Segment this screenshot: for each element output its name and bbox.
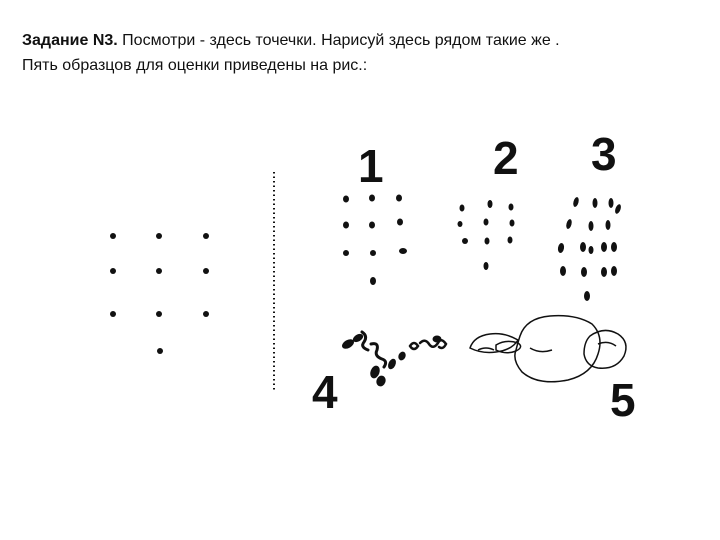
scribble-blob — [398, 351, 407, 361]
pattern-dot — [203, 268, 209, 274]
sample-dot — [584, 291, 590, 301]
pattern-dot — [156, 311, 162, 317]
sample-dot — [510, 220, 515, 227]
sample-dot — [484, 262, 489, 270]
pattern-dot — [110, 233, 116, 239]
sample-dot — [606, 220, 611, 230]
sample-3-dots — [557, 197, 622, 301]
sample-dot — [369, 195, 375, 202]
sample-dot — [370, 250, 376, 256]
sample-2-dots — [458, 200, 515, 270]
sample-dot — [611, 266, 617, 276]
sample-dot — [369, 222, 375, 229]
sample-dot — [460, 205, 465, 212]
scribble-blob — [433, 336, 441, 342]
sample-dot — [601, 242, 607, 252]
sample-dot — [609, 198, 614, 208]
sample-dot — [488, 200, 493, 208]
sample-dot — [580, 242, 586, 252]
sample-4-scribbles — [341, 332, 446, 387]
sample-dot — [560, 266, 566, 276]
sample-dot — [581, 267, 587, 277]
original-dot-pattern — [110, 233, 209, 354]
sample-dot — [593, 198, 598, 208]
sample-dot — [508, 237, 513, 244]
scribble-blob — [341, 338, 355, 350]
scribble-blob — [387, 358, 397, 370]
sample-1-dots — [343, 195, 407, 286]
sample-dot — [399, 248, 407, 254]
sample-dot — [611, 242, 617, 252]
sample-dot — [458, 221, 463, 227]
sample-label-4: 4 — [312, 366, 338, 418]
sample-label-5: 5 — [610, 374, 636, 426]
sample-dot — [614, 203, 622, 214]
sample-dot — [397, 219, 403, 226]
scribble-stroke — [420, 340, 446, 348]
outline-shape — [478, 348, 494, 350]
sample-dot — [589, 246, 594, 254]
outline-shape — [515, 316, 600, 382]
sample-5-outlines — [470, 316, 626, 382]
sample-dot — [370, 277, 376, 285]
pattern-dot — [156, 268, 162, 274]
sample-label-2: 2 — [493, 132, 519, 184]
pattern-dot — [110, 268, 116, 274]
task-instruction: Посмотри - здесь точечки. Нарисуй здесь рядом такие же . — [122, 32, 560, 49]
scribble-stroke — [410, 343, 418, 349]
sample-dot — [509, 204, 514, 211]
outline-shape — [584, 330, 626, 368]
sample-dot — [484, 219, 489, 226]
pattern-dot — [203, 311, 209, 317]
sample-dot — [589, 221, 594, 231]
sample-dot — [557, 243, 565, 254]
sample-dot — [462, 238, 468, 244]
scribble-stroke — [362, 332, 368, 350]
sample-dot — [343, 196, 349, 203]
sample-dot — [565, 219, 572, 230]
sample-dot — [343, 222, 349, 229]
sample-dot — [601, 267, 607, 277]
pattern-dot — [156, 233, 162, 239]
pattern-dot — [110, 311, 116, 317]
task-note: Пять образцов для оценки приведены на рис.: — [22, 57, 368, 74]
task-title: Задание N3. — [22, 32, 118, 49]
scribble-stroke — [371, 344, 386, 367]
sample-dot — [396, 195, 402, 202]
sample-labels — [312, 128, 636, 426]
outline-shape — [530, 348, 552, 352]
pattern-dot — [203, 233, 209, 239]
sample-label-1: 1 — [358, 140, 384, 192]
pattern-dot — [157, 348, 163, 354]
sample-dot — [343, 250, 349, 256]
sample-dot — [572, 197, 579, 208]
sample-dot — [485, 238, 490, 245]
sample-label-3: 3 — [591, 128, 617, 180]
